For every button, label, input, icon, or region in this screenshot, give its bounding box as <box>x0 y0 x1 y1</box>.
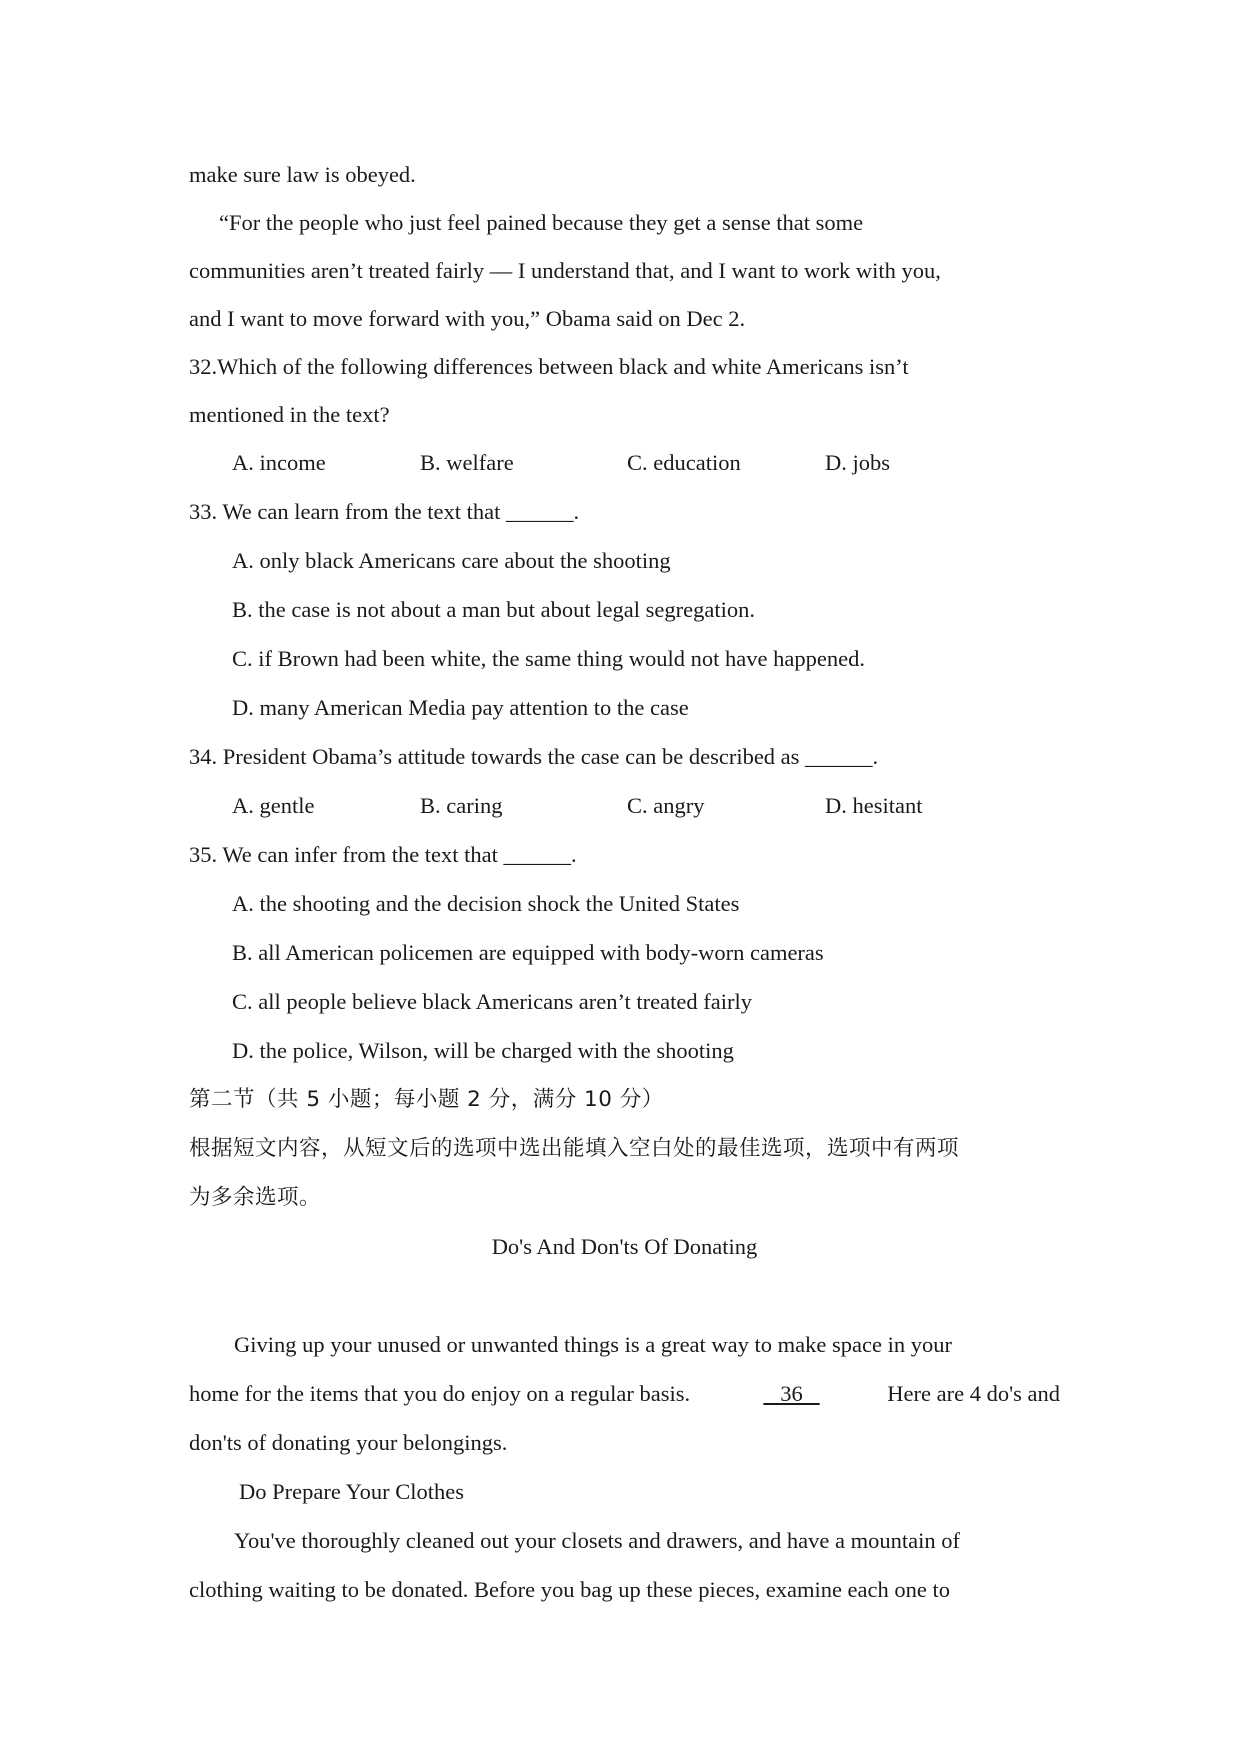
q32-option-a: A. income <box>232 450 326 475</box>
passage-text: Here are 4 do's and <box>887 1381 1060 1406</box>
q33-option-c: C. if Brown had been white, the same thing would not have happened. <box>232 646 865 671</box>
q35-option-c: C. all people believe black Americans aren’t treated fairly <box>232 989 752 1014</box>
passage-subheading: Do Prepare Your Clothes <box>239 1479 464 1504</box>
q33-option-b: B. the case is not about a man but about legal segregation. <box>232 597 755 622</box>
q32-option-b: B. welfare <box>420 450 514 475</box>
q34-option-a: A. gentle <box>232 793 315 818</box>
section-2-heading: 第二节（共 5 小题；每小题 2 分，满分 10 分） <box>189 1087 664 1112</box>
question-32-stem: 32.Which of the following differences between black and white Americans isn’t <box>189 354 909 379</box>
passage-line: clothing waiting to be donated. Before you bag up these pieces, examine each one to <box>189 1577 951 1602</box>
passage-line: and I want to move forward with you,” Obama said on Dec 2. <box>189 306 746 331</box>
section-2-instructions-cont: 为多余选项。 <box>189 1185 322 1210</box>
blank-36: 36 <box>763 1381 820 1406</box>
q35-option-a: A. the shooting and the decision shock the United States <box>232 891 740 916</box>
q34-option-b: B. caring <box>420 793 503 818</box>
question-34-stem: 34. President Obama’s attitude towards the case can be described as ______. <box>189 744 879 769</box>
q32-option-c: C. education <box>627 450 741 475</box>
passage-line-with-blank <box>189 1379 1060 1409</box>
passage-text: home for the items that you do enjoy on a regular basis. <box>189 1381 696 1406</box>
q34-option-c: C. angry <box>627 793 705 818</box>
passage-title: Do's And Don'ts Of Donating <box>491 1234 758 1259</box>
q33-option-d: D. many American Media pay attention to the case <box>232 695 689 720</box>
q35-option-d: D. the police, Wilson, will be charged with the shooting <box>232 1038 734 1063</box>
q32-option-d: D. jobs <box>825 450 891 475</box>
passage-line: “For the people who just feel pained because they get a sense that some <box>219 210 864 235</box>
section-2-instructions: 根据短文内容，从短文后的选项中选出能填入空白处的最佳选项，选项中有两项 <box>189 1136 960 1161</box>
q35-option-b: B. all American policemen are equipped with body-worn cameras <box>232 940 824 965</box>
passage-line: You've thoroughly cleaned out your closets and drawers, and have a mountain of <box>234 1528 960 1553</box>
passage-line: don'ts of donating your belongings. <box>189 1430 508 1455</box>
question-32-stem-cont: mentioned in the text? <box>189 402 390 427</box>
q34-option-d: D. hesitant <box>825 793 923 818</box>
passage-line: make sure law is obeyed. <box>189 162 416 187</box>
question-35-stem: 35. We can infer from the text that ______. <box>189 842 577 867</box>
passage-line: Giving up your unused or unwanted things is a great way to make space in your <box>234 1332 952 1357</box>
q33-option-a: A. only black Americans care about the shooting <box>232 548 671 573</box>
question-33-stem: 33. We can learn from the text that ______. <box>189 499 580 524</box>
passage-line: communities aren’t treated fairly — I understand that, and I want to work with you, <box>189 258 941 283</box>
